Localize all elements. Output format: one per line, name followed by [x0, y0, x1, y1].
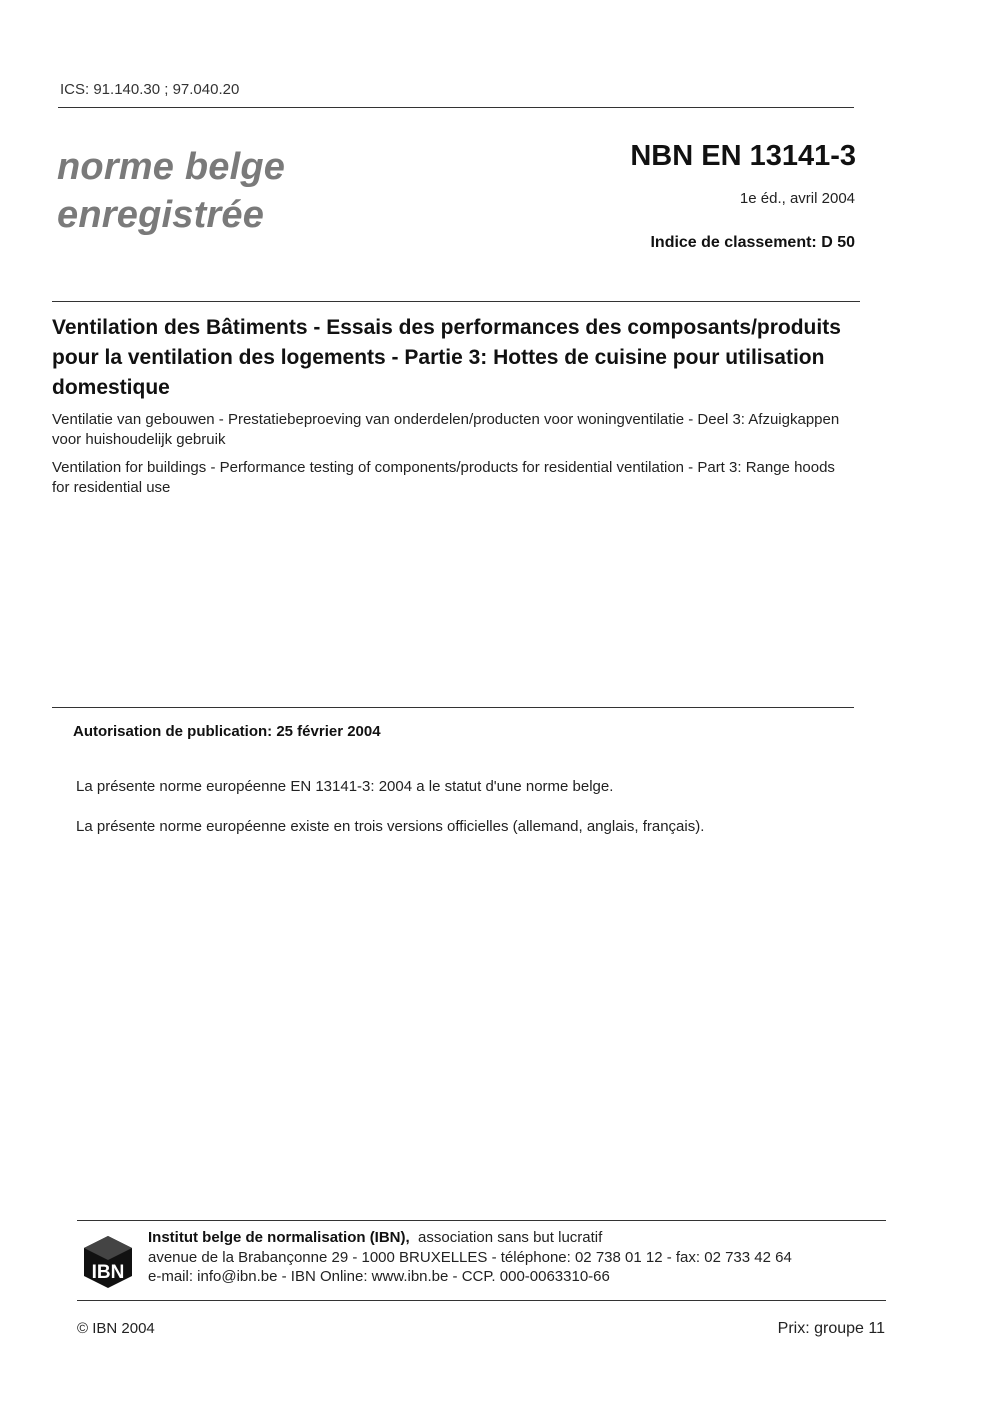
- footer-top-rule: [77, 1220, 886, 1221]
- header-rule: [58, 107, 854, 108]
- contact-line: e-mail: info@ibn.be - IBN Online: www.ibn.be - CCP. 000-0063310-66: [148, 1268, 610, 1285]
- copyright: © IBN 2004: [77, 1320, 155, 1337]
- footer-address-block: [148, 1228, 792, 1287]
- status-paragraph: La présente norme européenne EN 13141-3: 2004 a le statut d'une norme belge.: [76, 778, 614, 795]
- brand-line-1: norme belge: [57, 146, 286, 188]
- price-group: Prix: groupe 11: [777, 1320, 885, 1337]
- title-dutch: Ventilatie van gebouwen - Prestatiebeproeving van onderdelen/producten voor woningventilatie - Deel 3: Afzuigkappen voor huishoudelijk gebruik: [52, 411, 840, 448]
- institute-line: [148, 1228, 792, 1248]
- address-line: avenue de la Brabançonne 29 - 1000 BRUXELLES - téléphone: 02 738 01 12 - fax: 02 733 42 64: [148, 1248, 792, 1266]
- ibn-logo-icon: [82, 1234, 134, 1290]
- ics-code: ICS: 91.140.30 ; 97.040.20: [60, 81, 240, 98]
- brand-line-2: enregistrée: [57, 194, 265, 236]
- footer-bottom-rule: [77, 1300, 886, 1301]
- versions-paragraph: La présente norme européenne existe en trois versions officielles (allemand, anglais, français).: [76, 818, 705, 835]
- classification-index: Indice de classement: D 50: [650, 234, 855, 251]
- title-english: Ventilation for buildings - Performance testing of components/products for residential ventilation - Part 3: Range hoods for residential use: [52, 459, 835, 496]
- body-rule: [52, 707, 854, 708]
- edition-date: 1e éd., avril 2004: [739, 190, 855, 207]
- logo-text: IBN: [91, 1262, 125, 1283]
- title-rule: [52, 301, 860, 302]
- institute-name: Institut belge de normalisation (IBN),: [148, 1229, 410, 1246]
- standard-code: NBN EN 13141-3: [630, 140, 856, 172]
- brand-title: [57, 143, 285, 239]
- authorisation-date: Autorisation de publication: 25 février 2004: [73, 723, 381, 740]
- title-french: Ventilation des Bâtiments - Essais des performances des composants/produits pour la ventilation des logements - Partie 3: Hottes de cuisine pour utilisation domestique: [52, 316, 841, 399]
- institute-status: association sans but lucratif: [418, 1229, 603, 1246]
